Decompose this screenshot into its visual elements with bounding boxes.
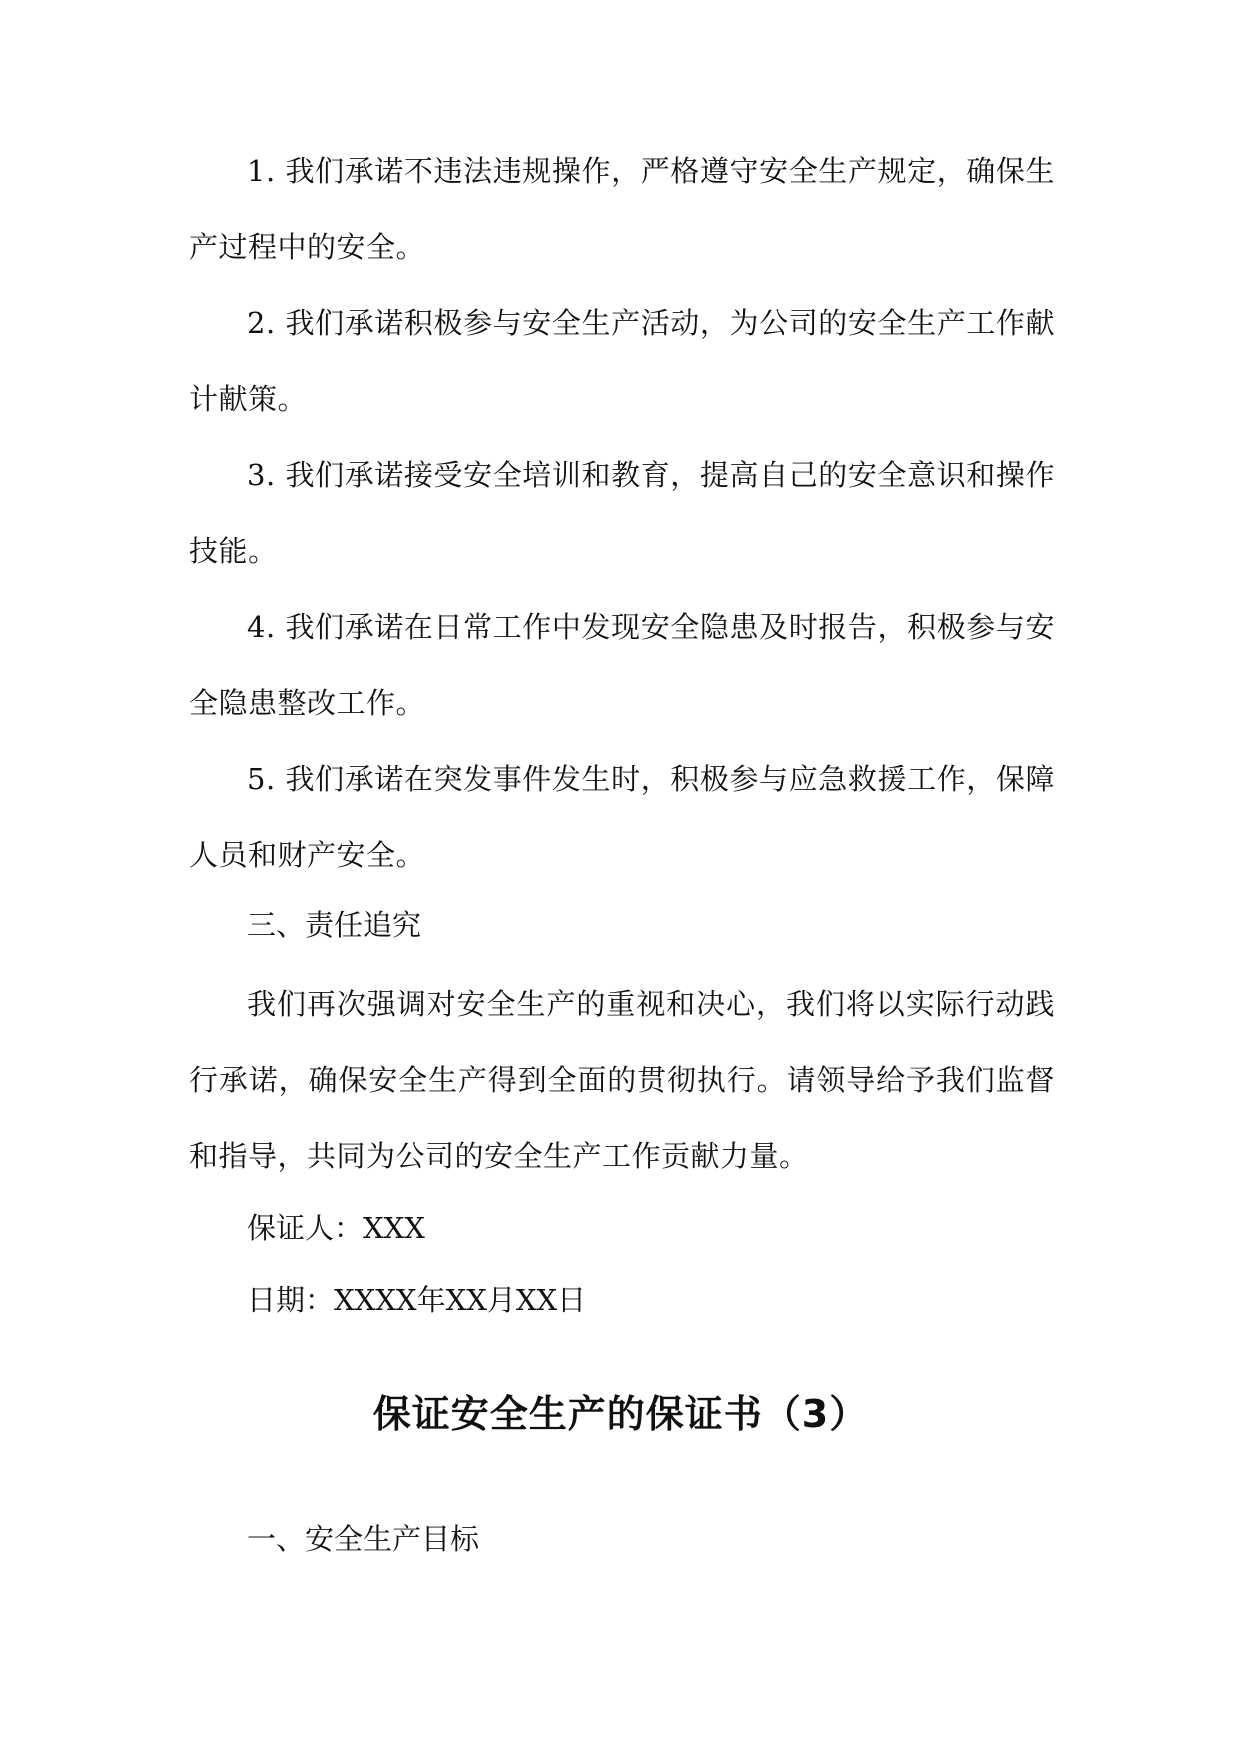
section-heading: 三、责任追究 bbox=[247, 908, 422, 942]
commitment-item: 5. 我们承诺在突发事件发生时，积极参与应急救援工作，保障人员和财产安全。 bbox=[189, 762, 1055, 872]
closing-paragraph: 我们再次强调对安全生产的重视和决心，我们将以实际行动践行承诺，确保安全生产得到全面的贯彻执行。请领导给予我们监督和指导，共同为公司的安全生产工作贡献力量。 bbox=[189, 987, 1055, 1173]
section-heading: 一、安全生产目标 bbox=[247, 1522, 480, 1556]
date-line: 日期：XXXX年XX月XX日 bbox=[247, 1283, 587, 1317]
commitment-item: 3. 我们承诺接受安全培训和教育，提高自己的安全意识和操作技能。 bbox=[189, 458, 1055, 568]
document-title: 保证安全生产的保证书（3） bbox=[372, 1392, 869, 1436]
commitment-item: 1. 我们承诺不违法违规操作，严格遵守安全生产规定，确保生产过程中的安全。 bbox=[189, 154, 1055, 264]
guarantor-line: 保证人：XXX bbox=[247, 1211, 425, 1245]
commitment-item: 2. 我们承诺积极参与安全生产活动，为公司的安全生产工作献计献策。 bbox=[189, 306, 1055, 416]
commitment-item: 4. 我们承诺在日常工作中发现安全隐患及时报告，积极参与安全隐患整改工作。 bbox=[189, 610, 1055, 720]
